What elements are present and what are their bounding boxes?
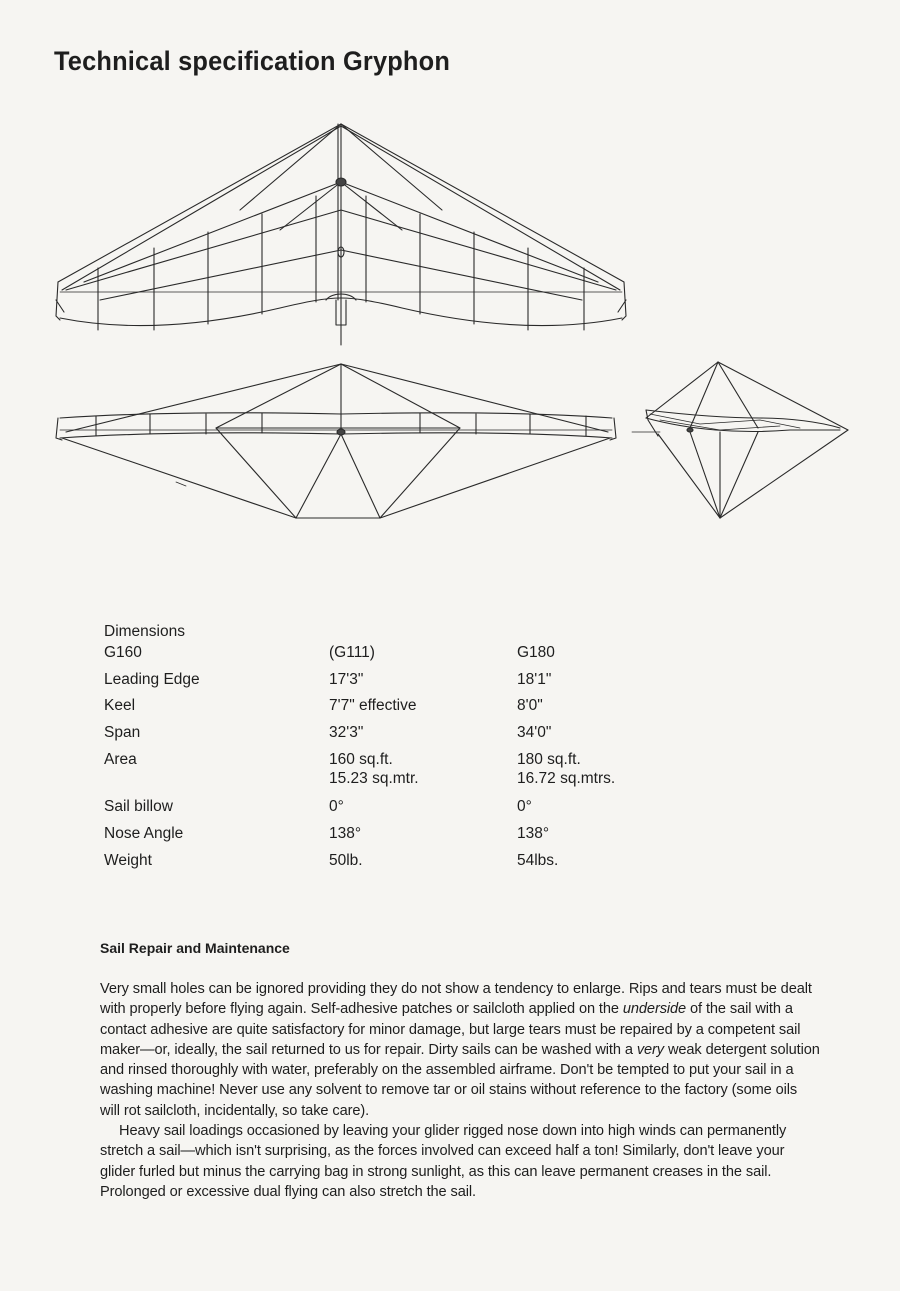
spec-value-g160: 50lb. xyxy=(329,852,363,869)
emphasis-text: very xyxy=(636,1041,664,1058)
page-title: Technical specification Gryphon xyxy=(54,46,451,76)
spec-label: Span xyxy=(104,724,141,741)
spec-value-g180: 34'0" xyxy=(517,724,552,741)
spec-value-line: 16.72 sq.mtrs. xyxy=(517,770,616,787)
emphasis-text: underside xyxy=(622,1001,687,1018)
paragraph: Heavy sail loadings occasioned by leaving your glider rigged nose down into high winds can permanently stretch a sail—which isn't surprising, as the forces involved can exceed half a ton! Similarly, don't leave your glider furled but minus the carrying bag in strong sunlight, as this can leave permanent creases in the sail. Prolonged or excessive dual flying can also stretch the sail. xyxy=(100,1123,787,1200)
front-view xyxy=(56,364,616,518)
spec-label: Sail billow xyxy=(104,798,173,815)
spec-col-g160: G160 xyxy=(104,644,142,661)
spec-col-g111: (G111) xyxy=(329,644,375,661)
hang-glider-line-drawing-icon xyxy=(0,0,900,560)
spec-value-g160 xyxy=(329,750,419,788)
spec-heading: Dimensions xyxy=(104,623,185,640)
paragraph-text: of the sail with a contact adhesive are quite satisfactory for minor damage, but large tears must be repaired by a competent sail maker—or, ideally, the sail returned to us for repair. Dirty sails can be washed with a xyxy=(100,1001,801,1058)
section-body xyxy=(100,979,820,1202)
spec-label: Leading Edge xyxy=(104,671,200,688)
section-title: Sail Repair and Maintenance xyxy=(100,940,290,956)
spec-col-g180: G180 xyxy=(517,644,555,661)
paragraph xyxy=(100,979,820,1121)
paragraph-text: Very small holes can be ignored providing they do not show a tendency to enlarge. Rips and tears must be dealt with properly before flying again. Self-adhesive patches or sailcloth applied on the xyxy=(100,981,812,1018)
spec-value-g160: 138° xyxy=(329,825,362,842)
spec-value-line: 15.23 sq.mtr. xyxy=(329,770,419,787)
spec-label: Weight xyxy=(104,852,152,869)
spec-label: Keel xyxy=(104,697,136,714)
spec-value-g180: 138° xyxy=(517,825,550,842)
top-view xyxy=(56,124,626,345)
paragraph-text: weak detergent solution and rinsed thoroughly with water, preferably on the assembled airframe. Don't be tempted to put your sail in a washing machine! Never use any solvent to remove tar or oil stains without reference to the factory (some oils will rot sailcloth, incidentally, so take care). xyxy=(100,1041,820,1119)
spec-label: Nose Angle xyxy=(104,825,184,842)
spec-value-g180: 54lbs. xyxy=(517,852,559,869)
spec-value-g180: 8'0" xyxy=(517,697,543,714)
spec-value-g160: 17'3" xyxy=(329,671,364,688)
spec-value-g160: 7'7" effective xyxy=(329,697,417,714)
side-view xyxy=(632,362,848,518)
spec-value-g180: 0° xyxy=(517,798,532,815)
spec-value-g160: 0° xyxy=(329,798,344,815)
spec-value-line: 180 sq.ft. xyxy=(517,751,581,768)
spec-value-g160: 32'3" xyxy=(329,724,364,741)
spec-label: Area xyxy=(104,751,137,768)
spec-value-g180 xyxy=(517,750,615,788)
spec-value-g180: 18'1" xyxy=(517,671,552,688)
spec-value-line: 160 sq.ft. xyxy=(329,751,393,768)
